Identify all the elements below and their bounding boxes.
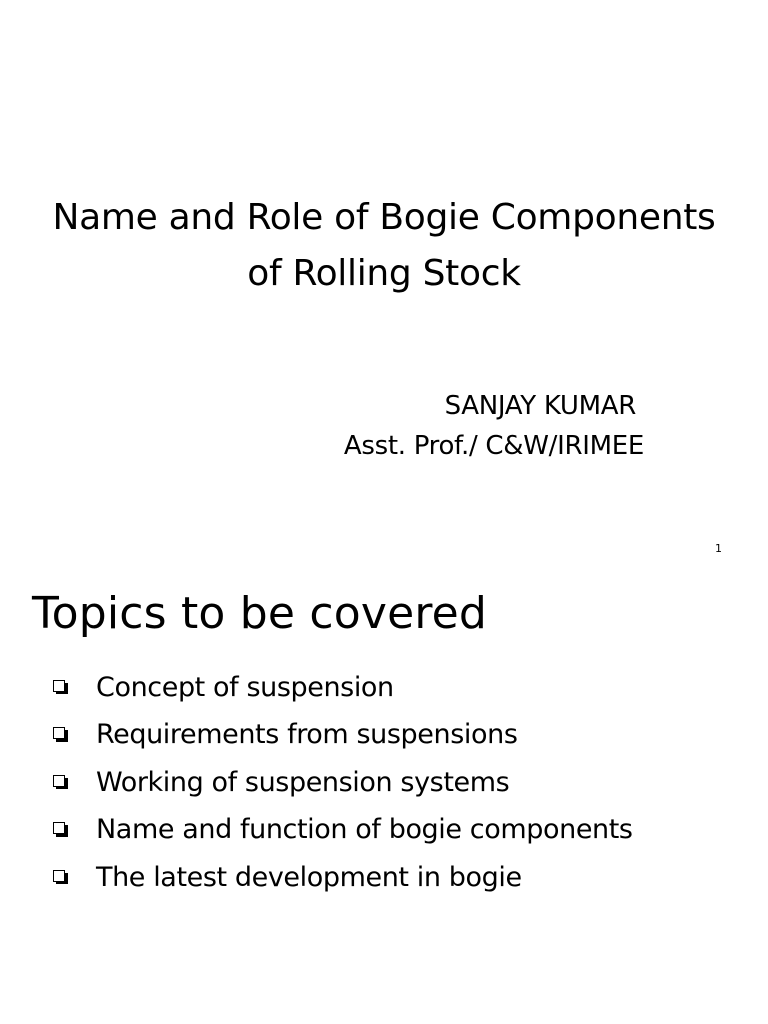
square-bullet-icon bbox=[50, 867, 72, 889]
author-name: SANJAY KUMAR bbox=[444, 391, 636, 421]
topic-text: Working of suspension systems bbox=[96, 766, 510, 798]
slide-title-line-1: Name and Role of Bogie Components bbox=[52, 197, 716, 238]
list-item bbox=[50, 759, 633, 807]
slide-title bbox=[0, 190, 768, 302]
author-designation: Asst. Prof./ C&W/IRIMEE bbox=[343, 431, 644, 461]
topic-list bbox=[50, 664, 633, 902]
list-item bbox=[50, 807, 633, 855]
page-number: 1 bbox=[715, 542, 722, 555]
topic-text: Requirements from suspensions bbox=[96, 719, 518, 751]
topics-heading: Topics to be covered bbox=[32, 588, 488, 639]
topics-slide bbox=[0, 570, 768, 1024]
square-bullet-icon bbox=[50, 772, 72, 794]
list-item bbox=[50, 712, 633, 760]
topic-text: The latest development in bogie bbox=[96, 861, 522, 893]
list-item bbox=[50, 664, 633, 712]
topic-text: Name and function of bogie components bbox=[96, 814, 633, 846]
square-bullet-icon bbox=[50, 724, 72, 746]
slide-title-line-2: of Rolling Stock bbox=[247, 253, 521, 294]
list-item bbox=[50, 854, 633, 902]
square-bullet-icon bbox=[50, 819, 72, 841]
author-block bbox=[344, 386, 644, 466]
topic-text: Concept of suspension bbox=[96, 671, 394, 703]
square-bullet-icon bbox=[50, 677, 72, 699]
